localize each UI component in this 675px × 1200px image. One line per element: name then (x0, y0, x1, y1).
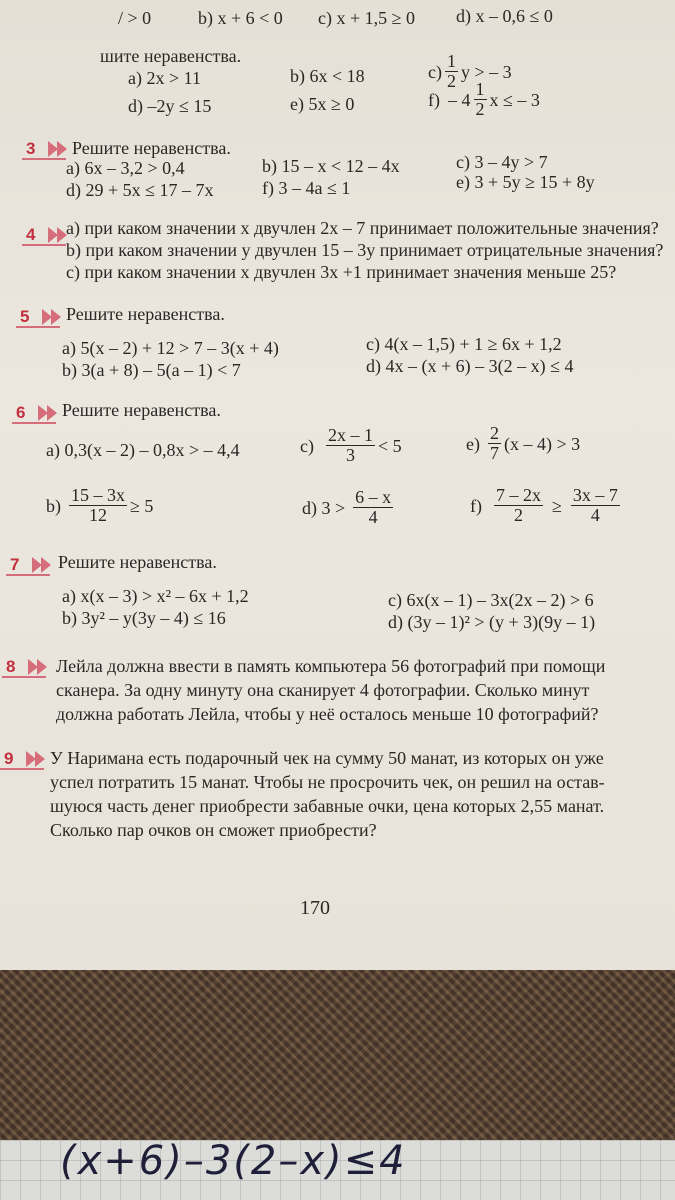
arrow-icon (32, 555, 58, 575)
task6-b-label: b) (46, 495, 61, 516)
task5-heading: Решите неравенства. (66, 304, 225, 324)
task6-badge (12, 402, 64, 424)
task2-c-rest: y > – 3 (460, 61, 512, 82)
task3-d: d) 29 + 5x ≤ 17 – 7x (66, 180, 214, 200)
task6-f-denominator-right: 4 (590, 505, 600, 525)
task6-d-fraction (353, 488, 393, 527)
task6-e-rest: (x – 4) > 3 (503, 433, 581, 454)
task5-badge (16, 306, 68, 328)
task7-d: d) (3y – 1)² > (y + 3)(9y – 1) (388, 612, 596, 632)
arrow-icon (28, 657, 54, 677)
arrow-icon (26, 749, 52, 769)
task2-f (428, 80, 540, 119)
task6-c (300, 426, 402, 465)
task2-a: a) 2x > 11 (128, 68, 201, 88)
task6-e-numerator: 2 (489, 423, 499, 443)
task6-f-denominator-left: 2 (514, 505, 523, 525)
task3-heading: Решите неравенства. (72, 138, 231, 158)
task2-c-denominator: 2 (446, 71, 456, 91)
task5-b: b) 3(a + 8) – 5(a – 1) < 7 (62, 360, 241, 380)
task3-a: a) 6x – 3,2 > 0,4 (66, 158, 185, 178)
task8-line2: сканера. За одну минуту она сканирует 4 фотографии. Сколько минут (56, 680, 590, 700)
task6-c-rest: < 5 (377, 435, 402, 456)
task6-b-numerator: 15 – 3x (71, 485, 125, 505)
arrow-icon (38, 403, 64, 423)
task5-c: c) 4(x – 1,5) + 1 ≥ 6x + 1,2 (366, 334, 562, 354)
task2-c-label: c) (428, 61, 442, 82)
task5-a: a) 5(x – 2) + 12 > 7 – 3(x + 4) (62, 338, 279, 358)
task6-e-fraction (488, 424, 501, 463)
task5-number: 5 (20, 307, 30, 326)
task3-c: c) 3 – 4y > 7 (456, 152, 548, 172)
task3-f: f) 3 – 4a ≤ 1 (262, 178, 351, 198)
task2-f-rest: x ≤ – 3 (489, 89, 540, 110)
task6-f-sign: ≥ (552, 495, 562, 516)
task2-c-numerator: 1 (446, 51, 456, 71)
top-item-c: c) x + 1,5 ≥ 0 (318, 8, 416, 28)
task2-f-fraction (474, 80, 487, 119)
arrow-icon (42, 307, 68, 327)
task6-f-label: f) (470, 495, 482, 516)
task7-b: b) 3y² – y(3y – 4) ≤ 16 (62, 608, 226, 628)
task6-number: 6 (16, 403, 26, 422)
task8-line1: Лейла должна ввести в память компьютера 56 фотографий при помощи (56, 656, 606, 676)
top-item-b: b) x + 6 < 0 (198, 8, 283, 28)
task4-a: a) при каком значении x двучлен 2x – 7 принимает положительные значения? (66, 218, 659, 238)
task3-badge (22, 138, 74, 160)
task2-f-numerator: 1 (475, 79, 485, 99)
task6-c-numerator: 2x – 1 (327, 425, 373, 445)
task8-badge (2, 656, 54, 678)
task4-b: b) при каком значении y двучлен 15 – 3y принимает отрицательные значения? (66, 240, 664, 260)
task3-e: e) 3 + 5y ≥ 15 + 8y (456, 172, 595, 192)
top-item-d: d) x – 0,6 ≤ 0 (456, 6, 553, 26)
task2-f-whole: – 4 (448, 89, 471, 110)
task6-e (466, 424, 580, 463)
task6-e-denominator: 7 (489, 443, 499, 463)
task6-f-fraction-right (571, 486, 620, 525)
task5-d: d) 4x – (x + 6) – 3(2 – x) ≤ 4 (366, 356, 574, 376)
task2-f-label: f) (428, 89, 440, 110)
task3-b: b) 15 – x < 12 – 4x (262, 156, 400, 176)
top-item-a: / > 0 (118, 8, 152, 28)
task6-d-numerator: 6 – x (355, 487, 392, 507)
task6-c-fraction (326, 426, 375, 465)
arrow-icon (48, 139, 74, 159)
task8-number: 8 (6, 657, 16, 676)
task6-f-numerator-left: 7 – 2x (496, 485, 541, 505)
task2-d: d) –2y ≤ 15 (128, 96, 212, 116)
task9-number: 9 (4, 749, 14, 768)
task9-line3: шуюся часть денег приобрести забавные очки, цена которых 2,55 манат. (50, 796, 605, 816)
task4-c: c) при каком значении x двучлен 3x +1 принимает значения меньше 25? (66, 262, 617, 282)
task9-text (50, 746, 650, 842)
page-number: 170 (300, 897, 330, 919)
task6-b-rest: ≥ 5 (130, 495, 154, 516)
task8-text (56, 654, 656, 726)
handwritten-note: (x+6)–3(2–x)≤4 (60, 1138, 407, 1184)
task6-b (46, 486, 153, 525)
task6-d (302, 488, 396, 527)
task6-heading: Решите неравенства. (62, 400, 221, 420)
task7-c: c) 6x(x – 1) – 3x(2x – 2) > 6 (388, 590, 594, 610)
task9-line4: Сколько пар очков он сможет приобрести? (50, 820, 377, 840)
task6-d-denominator: 4 (368, 507, 378, 527)
task6-d-label: d) 3 > (302, 497, 346, 518)
task2-b: b) 6x < 18 (290, 66, 365, 86)
task2-heading: шите неравенства. (100, 46, 242, 66)
task7-badge (6, 554, 58, 576)
task4-number: 4 (26, 225, 36, 244)
task8-line3: должна работать Лейла, чтобы у неё осталось меньше 10 фотографий? (56, 704, 599, 724)
task6-c-label: c) (300, 435, 314, 456)
task6-c-denominator: 3 (345, 445, 355, 465)
task7-number: 7 (10, 555, 20, 574)
task6-b-fraction (69, 486, 127, 525)
task6-f-numerator-right: 3x – 7 (572, 485, 618, 505)
task9-line2: успел потратить 15 манат. Чтобы не просрочить чек, он решил на остав- (50, 772, 605, 792)
task6-e-label: e) (466, 433, 480, 454)
task9-line1: У Наримана есть подарочный чек на сумму 50 манат, из которых он уже (50, 748, 604, 768)
task3-number: 3 (26, 139, 36, 158)
task6-a: a) 0,3(x – 2) – 0,8x > – 4,4 (46, 440, 240, 460)
task2-e: e) 5x ≥ 0 (290, 94, 355, 114)
task2-f-denominator: 2 (475, 99, 485, 119)
task6-f-fraction-left (494, 486, 543, 525)
task6-f (470, 486, 623, 525)
task9-badge (0, 748, 52, 770)
task7-a: a) x(x – 3) > x² – 6x + 1,2 (62, 586, 249, 606)
task7-heading: Решите неравенства. (58, 552, 217, 572)
task6-b-denominator: 12 (89, 505, 107, 525)
